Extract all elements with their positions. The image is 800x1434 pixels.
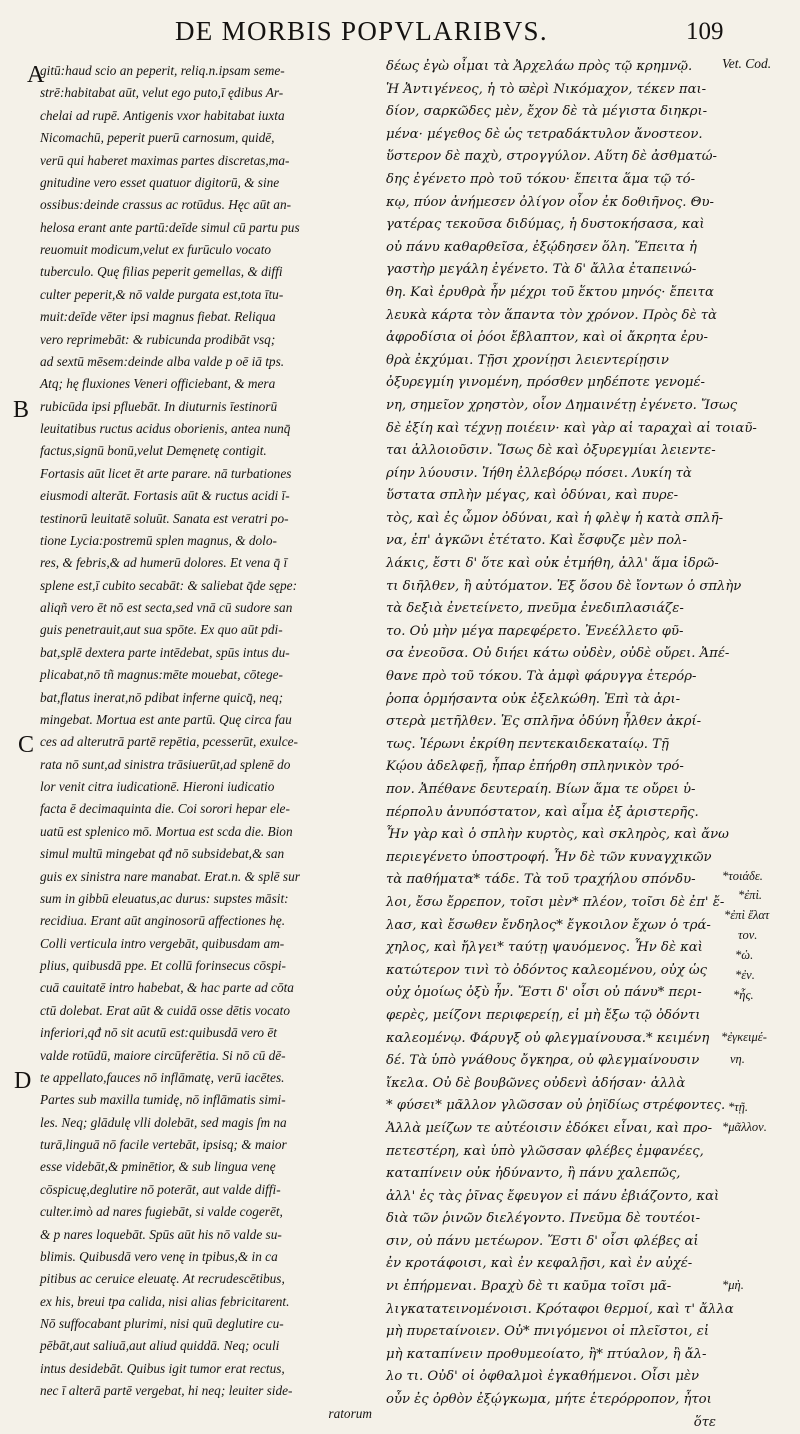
text-line: intus desidebāt. Quibus igit tumor erat rectus, [40,1360,285,1376]
margin-note: *ἐν. [735,968,755,982]
text-line: λασ, καὶ ἔσωθεν ἔνδηλος* ἔγκοιλον ἔχων ὁ τρά- [386,917,711,933]
text-line: περιεγένετο ὑποστροφή. Ἦν δὲ τῶν κυναγχικῶν [386,849,712,865]
text-line: ται ἀλλοιοῦσιν. Ἴσως δὲ καὶ ὀξυρεγμίαι λειεντε- [386,443,716,459]
margin-variant-label: Vet. Cod. [722,56,772,71]
text-line: Nicomachū, peperit puerū carnosum, quidē, [40,130,275,146]
text-line: lor venit citra iudicationē. Hieroni iudicatio [40,779,275,794]
text-line: culter peperit,& nō valde purgata est,tota ītu- [40,286,284,302]
text-line: οὐ πάνυ καθαρθεῖσα, ἐξῴδησεν ὅλη. Ἔπειτα ἡ [386,239,697,255]
text-line: gitū:haud scio an peperit, reliq.n.ipsam seme- [40,63,285,78]
catchword: ratorum [328,1405,372,1421]
text-line: οὐχ ὁμοίως ὀξὺ ἦν. Ἔστι δ' οἷσι οὐ πάνυ* περι- [386,985,702,1001]
text-line: Nō suffocabant plurimi, nisi quū deglutire cu- [40,1316,284,1331]
text-line: πετεστέρη, καὶ ὑπὸ γλῶσσαν φλέβες ἐμφανέες, [386,1143,704,1159]
text-line: μὴ καταπίνειν προθυμεοίατο, ἢ* πτύαλον, ἢ ἄλ- [386,1346,707,1362]
text-line: τὰ παθήματα* τάδε. Τὰ τοῦ τραχήλου σπόνδυ- [386,872,696,888]
text-line: λάκις, ἔστι δ' ὅτε καὶ οὐκ ἐτμήθη, ἀλλ' ἅμα ἱδρῶ- [386,556,719,572]
text-line: ὕστερον δὲ παχὺ, στρογγύλον. Αὕτη δὲ ἀσθματώ- [386,149,717,165]
text-line: κῳ, πύον ἀνήμεσεν ὀλίγον οἷον ἐκ δοθιῆνος. Θυ- [386,194,714,210]
text-line: pitibus ac ceruice eleuatę. At recrudescētibus, [40,1271,285,1287]
text-line: ctū dolebat. Erat aūt & cuidā osse dētis vocato [40,1002,291,1018]
text-line: ad sextū mēsem:deinde alba valde p oē iā tps. [40,353,285,369]
text-line: res, & febris,& ad humerū dolores. Et vena q̄ ī [40,555,288,571]
text-line: bat,flatus inerat,nō pdibat inferne quicq̄, neq; [40,689,284,705]
text-line: γατέρας τεκοῦσα διδύμας, ἡ δυστοκήσασα, καὶ [386,217,705,233]
text-line: Ἡ Ἀντιγένεος, ἡ τὸ ϖὲρὶ Νικόμαχον, τέκεν παι- [386,81,707,97]
text-line: σιν, οὐ πάνυ μετέωρον. Ἔστι δ' οἷσι φλέβες αἱ [386,1233,699,1249]
text-line: τὰ δεξιὰ ἐνετείνετο, πνεῦμα ἐνεδιπλασιάζε- [386,601,684,617]
text-line: Colli verticula intro vergebāt, quibusdam am- [40,935,285,951]
text-line: bat,splē dextera parte intēdebat, spūs intus du- [40,644,290,660]
text-line: plicabat,nō tñ magnus:mēte mouebat, cōtege- [40,667,283,683]
text-line: λο τι. Οὐδ' οἱ ὀφθαλμοὶ ἐγκαθήμενοι. Οἷσι μὲν [386,1369,699,1385]
margin-note: *ἐπὶ ἔλατ [724,908,770,922]
text-line: σα ἐνεοῦσα. Οὐ διήει κάτω οὐδὲν, οὐδὲ οὔρει. Ἀπέ- [386,646,730,662]
text-line: simul multū mingebat qđ nō subsidebat,& san [40,846,285,862]
text-line: gnitudine vero esset quatuor digitorū, & sine [40,174,280,190]
margin-note: *ἐγκειμέ- [721,1030,767,1044]
text-line: aliqñ vero ēt nō est secta,sed vnā cū sudore san [40,600,293,615]
text-line: δέ. Τὰ ὑπὸ γνάθους ὄγκηρα, οὐ φλεγμαίνουσιν [386,1053,700,1069]
margin-note: *τοιάδε. [722,869,763,883]
text-line: οὖν ἐς ὀρθὸν ἐξῴγκωμα, μήτε ἑτερόρροπον, ἦτοι [386,1392,712,1408]
text-line: les. Neq; glādulę vlli dolebāt, sed magis ſm na [40,1114,287,1130]
text-line: chelai ad rupē. Antigenis vxor habitabat iuxta [40,107,285,123]
text-line: να, ἐπ' ἀγκῶνι ἐτέτατο. Καὶ ἔσφυζε μὲν πολ- [386,533,687,549]
text-line: διὰ τῶν ῥινῶν διελέγοντο. Πνεῦμα δὲ τουτέοι- [386,1211,701,1227]
text-line: θη. Καὶ ἐρυθρὰ ἦν μέχρι τοῦ ἕκτου μηνός· ἔπειτα [386,284,714,300]
text-line: testinorū leuitatē soluūt. Sanata est veratri po- [40,510,289,526]
section-letter-a: A [27,62,45,88]
text-line: * φύσει* μᾶλλον γλῶσσαν οὐ ῥηϊδίως στρέφοντες. [386,1098,726,1114]
text-line: muit:deīde vēter ipsi magnus fiebat. Reliqua [40,309,276,325]
text-line: Κῴου ἀδελφεῇ, ἧπαρ ἐπήρθη σπληνικὸν τρό- [386,759,684,775]
margin-note: *ὡ. [735,948,754,962]
text-line: cuā cauitatē intro habebat, & hac parte ad cōta [40,980,294,996]
text-line: vero reprimebāt: & rubicunda prodibāt vsq; [40,331,276,347]
text-line: καταπίνειν οὐκ ἠδύναντο, ἢ πάνυ χαλεπῶς, [386,1166,681,1182]
margin-note: τον. [738,928,758,942]
text-line: πον. Ἀπέθανε δευτεραίη. Βίων ἅμα τε οὔρει ὑ- [386,782,696,797]
text-line: πέρπολυ ἀνυπόστατον, καὶ αἷμα ἐξ ἀριστερῆς. [386,804,699,820]
text-line: δὲ ἐξίη καὶ τέχνῃ ποιέειν· καὶ γὰρ αἱ ταραχαὶ αἱ τοιαῦ- [386,420,757,436]
text-line: Atq; hę fluxiones Veneri officiebant, & mera [40,376,276,392]
text-line: mingebat. Mortua est ante partū. Quę circa fau [40,711,292,727]
text-line: & p nares loquebāt. Spūs aūt his nō valde su- [40,1226,282,1242]
text-line: recidiua. Erant aūt anginosorū affectiones hę. [40,913,286,929]
margin-note: *τῇ. [728,1100,749,1114]
text-line: tuberculo. Quę filias peperit gemellas, & diffi [40,264,283,280]
text-line: Fortasis aūt licet ēt arte parare. nā turbationes [40,465,292,481]
text-line: ἴκελα. Οὐ δὲ βουβῶνες οὐδενὶ ἀδήσαν· ἀλλὰ [386,1075,686,1091]
text-line: δέως ἐγὼ οἶμαι τὰ Ἀρχελάω πρὸς τῷ κρημνῷ. [386,59,693,74]
text-line: Ἀλλὰ μείζων τε αὐτέοισιν ἐδόκει εἶναι, καὶ προ- [386,1120,713,1136]
margin-note: *μᾶλλον. [722,1120,767,1134]
text-line: cōspicuę,deglutire nō poterāt, aut valde diffi- [40,1181,281,1197]
section-letter-c: C [18,732,35,758]
text-line: uatū est splenico mō. Mortua est scda die. Bion [40,823,293,839]
text-line: helosa erant ante partū:deīde simul cū partu pus [40,219,300,235]
text-line: eiusmodi alterāt. Fortasis aūt & ructus acidi ī- [40,488,290,504]
margin-note: νη. [730,1052,745,1066]
text-line: valde rotūdū, maiore circūferētia. Si nō cū dē- [40,1047,286,1063]
text-line: θρὰ ἐκχύμαι. Τῇσι χρονίῃσι λειεντερίῃσιν [386,352,669,368]
text-line: turā,linguā nō facile vertebāt, ipsisq; & maior [40,1137,287,1152]
text-line: blimis. Quibusdā vero venę in tpibus,& in ca [40,1248,278,1264]
text-line: esse videbāt,& pminētior, & sub lingua venę [40,1159,276,1175]
text-line: rata nō sunt,ad sinistra trāsiuerūt,ad splenē do [40,756,291,772]
text-line: pēbāt,aut saliuā,aut aliud quiddā. Neq; oculi [40,1338,280,1354]
text-line: το. Οὐ μὴν μέγα παρεφέρετο. Ἐνεέλλετο φῦ- [386,623,684,639]
text-line: καλεομένῳ. Φάρυγξ οὐ φλεγμαίνουσα.* κειμένη [386,1030,710,1046]
margin-note: *ἐπὶ. [738,888,763,902]
text-line: culter.imò ad nares fugiebāt, si valde cogerēt, [40,1204,283,1220]
text-line: κατώτερον τινὶ τὸ ὀδόντος καλεομένου, οὐχ ὡς [386,962,708,978]
text-line: φερὲς, μείζονι περιφερείῃ, εἰ μὴ ἔξω τῷ ὀδόντι [386,1007,701,1023]
text-line: facta ē decimaquinta die. Coi sorori hepar ele- [40,801,290,817]
running-title: DE MORBIS POPVLARIBVS. [175,16,548,46]
margin-note: *ἧς. [733,988,754,1002]
text-line: λιγκατατεινομένοισι. Κρόταφοι θερμοί, καὶ τ' ἄλλα [386,1301,734,1317]
text-line: μένα· μέγεθος δὲ ὡς τετραδάκτυλον ἄνοστεον. [386,126,703,142]
text-line: ρίην λύουσιν. Ἰήθη ἐλλεβόρῳ πόσει. Λυκίη τὰ [386,465,692,481]
page-header [0,8,800,58]
text-line: rubicūda ipsi pfluebāt. In diuturnis īestinorū [40,398,278,414]
text-line: θανε πρὸ τοῦ τόκου. Τὰ ἀμφὶ φάρυγγα ἑτερόρ- [386,669,697,685]
text-line: μὴ πυρεταίνοιεν. Οὐ* πνιγόμενοι οἱ πλεῖστοι, εἰ [386,1324,710,1340]
text-line: Ἦν γὰρ καὶ ὁ σπλὴν κυρτὸς, καὶ σκληρὸς, καὶ ἄνω [386,827,729,843]
text-line: δίον, σαρκῶδες μὲν, ἔχον δὲ τὰ μέγιστα διηκρι- [386,104,708,120]
section-letter-b: B [13,397,30,423]
catchword: ὅτε [693,1414,716,1430]
text-line: ἀλλ' ἐς τὰς ῥῖνας ἔφευγον εἰ πάνυ ἐβιάζοντο, καὶ [386,1188,720,1204]
text-line: ossibus:deinde crassus ac rotūdus. Hęc aūt an- [40,197,292,213]
text-line: ex his, breui tpa calida, nisi alias febricitarent. [40,1293,290,1309]
text-line: ces ad alterutrā partē repētia, pcesserūt, exulce- [40,734,298,750]
text-line: χηλος, καὶ ἤλγει* ταύτῃ ψαυόμενος. Ἦν δὲ καὶ [386,940,703,956]
latin-column [40,60,372,1425]
text-line: ὀξυρεγμίη γινομένη, πρόσθεν μηδέποτε γενομέ- [386,375,705,391]
text-line: Partes sub maxilla tumidę, nō inflāmatis simi- [40,1092,286,1108]
section-letter-d: D [14,1068,32,1094]
text-line: plius, quibusdā ppe. Et collū forinsecus cōspi- [40,958,286,973]
text-line: strē:habitabat aūt, velut ego puto,ī ędibus Ar- [40,85,284,101]
text-line: γαστὴρ μεγάλη ἐγένετο. Τὰ δ' ἄλλα ἐταπεινώ- [386,262,697,278]
text-line: leuitatibus ructus acidus oborienis, antea nunq̄ [40,421,291,436]
text-line: ῥοπα ὁρμήσαντα οὐκ ἐξελκώθη. Ἐπὶ τὰ ἀρι- [386,691,681,707]
text-line: λευκὰ κάρτα τὸν ἅπαντα τὸν χρόνον. Πρὸς δὲ τὰ [386,307,717,323]
text-line: inferiori,qđ nō sit acutū est:quibusdā vero ēt [40,1025,277,1041]
text-line: νη, σημεῖον χρηστὸν, οἷον Δημαινέτῃ ἐγένετο. Ἴσως [386,397,738,413]
text-line: guis ex sinistra nare manabat. Erat.n. & splē sur [40,868,300,884]
text-line: tione Lycia:postremū splen magnus, & dolo- [40,532,277,548]
text-line: sum in gibbū eleuatus,ac durus: supstes māsit: [40,890,289,906]
text-line: στερὰ μετῆλθεν. Ἐς σπλῆνα ὀδύνη ἦλθεν ἀκρί- [386,714,702,730]
text-line: τως. Ἱέρωνι ἐκρίθη πεντεκαιδεκαταίῳ. Τῇ [386,736,669,752]
text-line: splene est,ī cubito secabāt: & saliebat q̄de sępe: [40,577,298,593]
text-line: τι διῆλθεν, ἢ αὐτόματον. Ἐξ ὅσου δὲ ἴοντων ὁ σπλὴν [386,578,742,594]
text-line: νι ἐπήρμεναι. Βραχὺ δὲ τι καῦμα τοῖσι μᾶ- [386,1279,672,1295]
text-line: τὸς, καὶ ἐς ὦμον ὀδύναι, καὶ ἡ φλὲψ ἡ κατὰ σπλῆ- [386,510,724,526]
text-line: δης ἐγένετο πρὸ τοῦ τόκου· ἔπειτα ἅμα τῷ τό- [386,171,696,187]
text-line: reuomuit modicum,velut ex furūculo vocato [40,242,272,257]
text-line: verū qui haberet maximas partes discretas,ma- [40,152,290,168]
page-number: 109 [686,18,724,45]
text-line: ἐν κροτάφοισι, καὶ ἐν κεφαλῇσι, καὶ ἐν αὐχέ- [386,1256,693,1272]
margin-note: *μὴ. [722,1278,744,1292]
text-line: nec ī alterā partē vergebat, hi neq; leuiter side- [40,1383,293,1399]
text-line: ἀφροδίσια οἱ ῥόοι ἔβλαπτον, καὶ οἱ ἄκρητα ἐρυ- [386,330,708,346]
text-line: te appellato,fauces nō inflāmatę, verū iacētes. [40,1069,285,1085]
text-line: λοι, ἔσω ἔρρεπον, τοῖσι μὲν* πλέον, τοῖσι δὲ ἐπ' ἔ- [386,894,725,910]
text-line: ὕστατα σπλὴν μέγας, καὶ ὀδύναι, καὶ πυρε- [386,488,679,504]
text-line: guis penetrauit,aut sua spōte. Ex quo aūt pdi- [40,622,283,638]
text-line: factus,signū bonū,velut Demęnetę contigit. [40,443,267,459]
